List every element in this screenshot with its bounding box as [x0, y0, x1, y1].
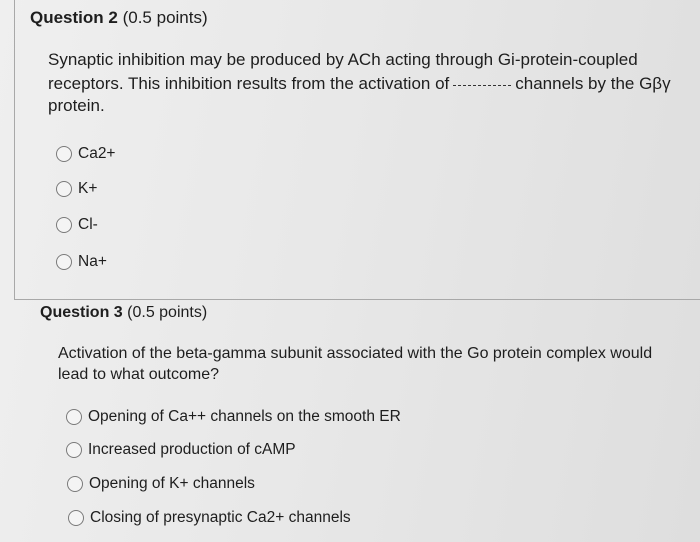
option-label: Cl-	[78, 216, 98, 233]
radio-button[interactable]	[66, 409, 82, 425]
question-3-option-2[interactable]	[66, 441, 296, 459]
radio-button[interactable]	[56, 217, 72, 233]
question-3-number: Question 3	[40, 304, 123, 321]
question-3-points: (0.5 points)	[127, 304, 208, 321]
question-2-text-line-2	[48, 73, 671, 95]
question-3-option-4[interactable]	[68, 509, 351, 527]
question-2-title	[30, 8, 208, 28]
radio-button[interactable]	[56, 254, 72, 270]
radio-button[interactable]	[68, 510, 84, 526]
fill-in-blank	[453, 85, 511, 86]
option-label: K+	[78, 180, 98, 197]
question-2-option-cl[interactable]	[56, 216, 98, 234]
option-label: Ca2+	[78, 145, 116, 162]
radio-button[interactable]	[56, 181, 72, 197]
question-2-option-na[interactable]	[56, 253, 107, 271]
question-2-text-after-blank: channels by the Gβγ	[515, 74, 671, 93]
question-3-text-line-1: Activation of the beta-gamma subunit associated with the Go protein complex would	[58, 345, 653, 362]
option-label: Closing of presynaptic Ca2+ channels	[90, 509, 351, 526]
question-3-option-1[interactable]	[66, 408, 401, 426]
option-label: Opening of Ca++ channels on the smooth ER	[88, 408, 401, 425]
radio-button[interactable]	[56, 146, 72, 162]
question-3-title	[40, 304, 207, 322]
question-2-points: (0.5 points)	[122, 8, 208, 27]
question-2-text-line-1: Synaptic inhibition may be produced by ACh acting through Gi-protein-coupled	[48, 50, 638, 69]
question-2-text-before-blank: receptors. This inhibition results from the activation of	[48, 74, 450, 93]
question-2-option-k[interactable]	[56, 180, 97, 198]
question-2-text-line-3: protein.	[48, 96, 105, 115]
option-label: Opening of K+ channels	[89, 475, 255, 492]
option-label: Na+	[78, 253, 107, 270]
question-2-option-ca2[interactable]	[56, 145, 116, 163]
option-label: Increased production of cAMP	[88, 441, 296, 458]
question-2-card	[14, 0, 700, 300]
question-3-option-3[interactable]	[67, 475, 255, 493]
radio-button[interactable]	[66, 442, 82, 458]
question-2-number: Question 2	[30, 8, 118, 27]
radio-button[interactable]	[67, 476, 83, 492]
question-3-text-line-2: lead to what outcome?	[58, 366, 219, 383]
